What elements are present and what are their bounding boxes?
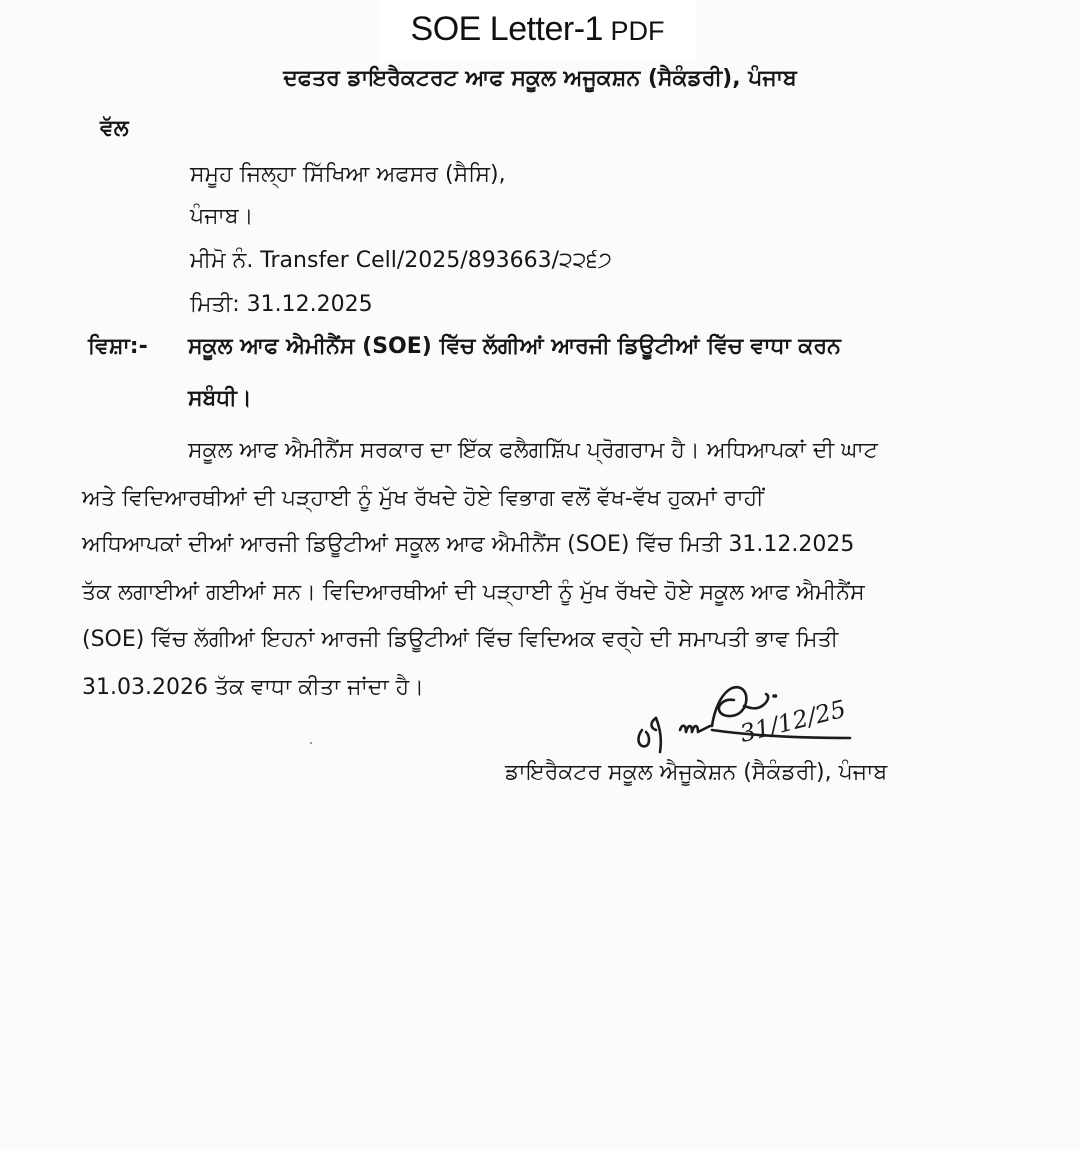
title-main: SOE Letter-1 xyxy=(410,10,603,48)
signature-date: 31/12/25 xyxy=(737,694,849,748)
body-line-1: ਸਕੂਲ ਆਫ ਐਮੀਨੈਂਸ ਸਰਕਾਰ ਦਾ ਇੱਕ ਫਲੈਗਸ਼ਿੱਪ ਪ੍ਰੋਗਰਾਮ ਹੈ। ਅਧਿਆਪਕਾਂ ਦੀ ਘਾਟ xyxy=(188,438,878,463)
letter-date: ਮਿਤੀ: 31.12.2025 xyxy=(190,292,373,317)
body-line-3: ਅਧਿਆਪਕਾਂ ਦੀਆਂ ਆਰਜੀ ਡਿਊਟੀਆਂ ਸਕੂਲ ਆਫ ਐਮੀਨੈਂਸ (SOE) ਵਿੱਚ ਮਿਤੀ 31.12.2025 xyxy=(82,532,855,557)
addressee-line-2: ਪੰਜਾਬ। xyxy=(190,204,254,229)
stray-mark xyxy=(310,742,312,744)
subject-label: ਵਿਸ਼ਾ:- xyxy=(88,334,148,359)
document-title xyxy=(380,10,695,49)
salutation: ਵੱਲ xyxy=(100,116,129,141)
addressee-line-1: ਸਮੂਹ ਜਿਲ੍ਹਾ ਸਿੱਖਿਆ ਅਫਸਰ (ਸੈਸਿ), xyxy=(190,162,506,187)
title-suffix: PDF xyxy=(602,16,665,46)
subject-line-1: ਸਕੂਲ ਆਫ ਐਮੀਨੈਂਸ (SOE) ਵਿੱਚ ਲੱਗੀਆਂ ਆਰਜੀ ਡਿਊਟੀਆਂ ਵਿੱਚ ਵਾਧਾ ਕਰਨ xyxy=(188,334,841,359)
letter-header: ਦਫਤਰ ਡਾਇਰੈਕਟਰਟ ਆਫ ਸਕੂਲ ਅਜੂਕਸ਼ਨ (ਸੈਕੰਡਰੀ), ਪੰਜਾਬ xyxy=(283,66,797,91)
subject-line-2: ਸਬੰਧੀ। xyxy=(188,386,252,411)
body-line-6: 31.03.2026 ਤੱਕ ਵਾਧਾ ਕੀਤਾ ਜਾਂਦਾ ਹੈ। xyxy=(82,675,425,700)
body-line-4: ਤੱਕ ਲਗਾਈਆਂ ਗਈਆਂ ਸਨ। ਵਿਦਿਆਰਥੀਆਂ ਦੀ ਪੜ੍ਹਾਈ ਨੂੰ ਮੁੱਖ ਰੱਖਦੇ ਹੋਏ ਸਕੂਲ ਆਫ ਐਮੀਨੈਂਸ xyxy=(82,580,865,605)
memo-number: ਮੀਮੋ ਨੰ. Transfer Cell/2025/893663/੨੨੬੭ xyxy=(190,248,612,273)
body-line-5: (SOE) ਵਿੱਚ ਲੱਗੀਆਂ ਇਹਨਾਂ ਆਰਜੀ ਡਿਊਟੀਆਂ ਵਿੱਚ ਵਿਦਿਅਕ ਵਰ੍ਹੇ ਦੀ ਸਮਾਪਤੀ ਭਾਵ ਮਿਤੀ xyxy=(82,627,839,652)
body-line-2: ਅਤੇ ਵਿਦਿਆਰਥੀਆਂ ਦੀ ਪੜ੍ਹਾਈ ਨੂੰ ਮੁੱਖ ਰੱਖਦੇ ਹੋਏ ਵਿਭਾਗ ਵਲੋਂ ਵੱਖ-ਵੱਖ ਹੁਕਮਾਂ ਰਾਹੀਂ xyxy=(82,486,764,511)
signatory: ਡਾਇਰੈਕਟਰ ਸਕੂਲ ਐਜੂਕੇਸ਼ਨ (ਸੈਕੰਡਰੀ), ਪੰਜਾਬ xyxy=(505,760,888,785)
